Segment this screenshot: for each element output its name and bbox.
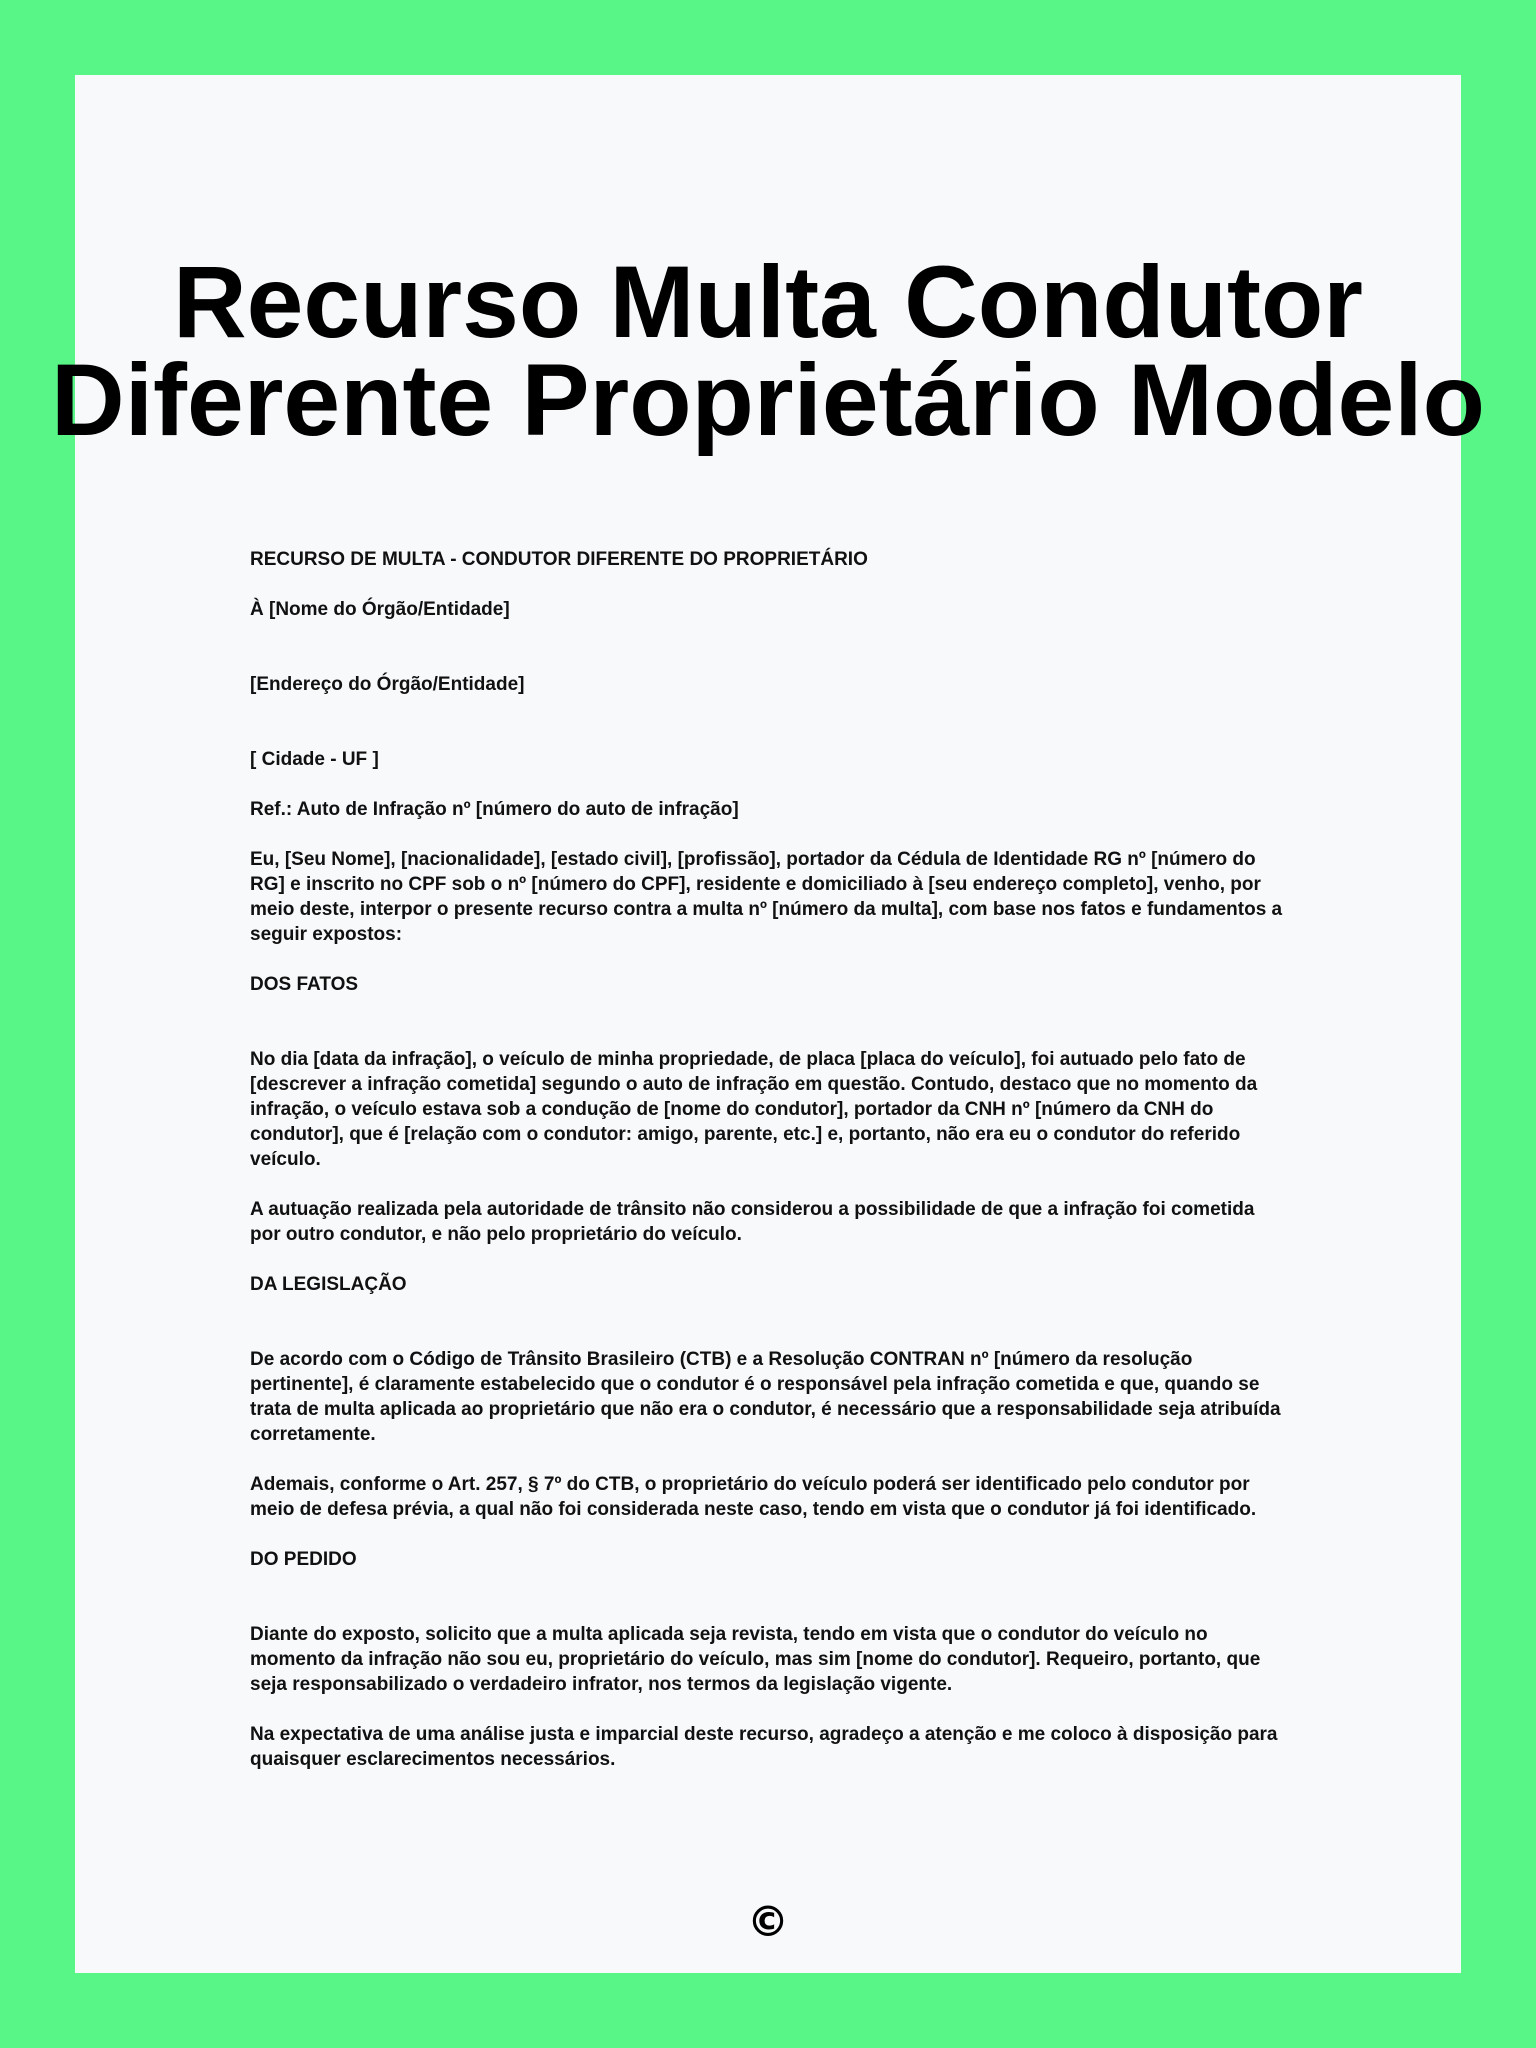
copyright-icon: © — [747, 1897, 789, 1946]
letter-intro: Eu, [Seu Nome], [nacionalidade], [estado civil], [profissão], portador da Cédula de Identidade RG nº [número do RG] e inscrito no CPF sob o nº [número do CPF], residente e domiciliado à [seu endereço completo], venho, por meio deste, interpor o presente recurso contra a multa nº [número da multa], com base nos fatos e fundamentos a seguir expostos: — [250, 849, 1283, 945]
section-heading-facts: DOS FATOS — [250, 974, 359, 995]
section-heading-law: DA LEGISLAÇÃO — [250, 1274, 407, 1295]
request-paragraph: Diante do exposto, solicito que a multa aplicada seja revista, tendo em vista que o condutor do veículo no momento da infração não sou eu, proprietário do veículo, mas sim [nome do condutor]. Requeiro, portanto, que seja responsabilizado o verdadeiro infrator, nos termos da legislação vigente. — [250, 1624, 1261, 1695]
page-title — [0, 245, 1536, 457]
closing-paragraph: Na expectativa de uma análise justa e imparcial deste recurso, agradeço a atenção e me coloco à disposição para quaisquer esclarecimentos necessários. — [250, 1724, 1278, 1770]
law-paragraph-1: De acordo com o Código de Trânsito Brasileiro (CTB) e a Resolução CONTRAN nº [número da resolução pertinente], é claramente estabelecido que o condutor é o responsável pela infração cometida e que, quando se trata de multa aplicada ao proprietário que não era o condutor, é necessário que a responsabilidade seja atribuída corretamente. — [250, 1349, 1281, 1445]
title-line-2: Diferente Proprietário Modelo — [51, 343, 1485, 457]
letter-addressee: À [Nome do Órgão/Entidade] — [250, 599, 510, 620]
letter-reference: Ref.: Auto de Infração nº [número do auto de infração] — [250, 799, 739, 820]
document-page — [51, 75, 1485, 1973]
section-heading-request: DO PEDIDO — [250, 1549, 357, 1570]
title-line-1: Recurso Multa Condutor — [173, 245, 1363, 359]
law-paragraph-2: Ademais, conforme o Art. 257, § 7º do CTB, o proprietário do veículo poderá ser identificado pelo condutor por meio de defesa prévia, a qual não foi considerada neste caso, tendo em vista que o condutor já foi identificado. — [250, 1474, 1257, 1520]
letter-heading: RECURSO DE MULTA - CONDUTOR DIFERENTE DO PROPRIETÁRIO — [250, 549, 868, 570]
letter-address: [Endereço do Órgão/Entidade] — [250, 674, 525, 695]
facts-paragraph-1: No dia [data da infração], o veículo de minha propriedade, de placa [placa do veículo], foi autuado pelo fato de [descrever a infração cometida] segundo o auto de infração em questão. Contudo, destaco que no momento da infração, o veículo estava sob a condução de [nome do condutor], portador da CNH nº [número da CNH do condutor], que é [relação com o condutor: amigo, parente, etc.] e, portanto, não era eu o condutor do referido veículo. — [250, 1049, 1258, 1170]
letter-body — [250, 547, 1290, 1797]
letter-city: [ Cidade - UF ] — [250, 749, 379, 770]
facts-paragraph-2: A autuação realizada pela autoridade de trânsito não considerou a possibilidade de que a infração foi cometida por outro condutor, e não pelo proprietário do veículo. — [250, 1199, 1255, 1245]
